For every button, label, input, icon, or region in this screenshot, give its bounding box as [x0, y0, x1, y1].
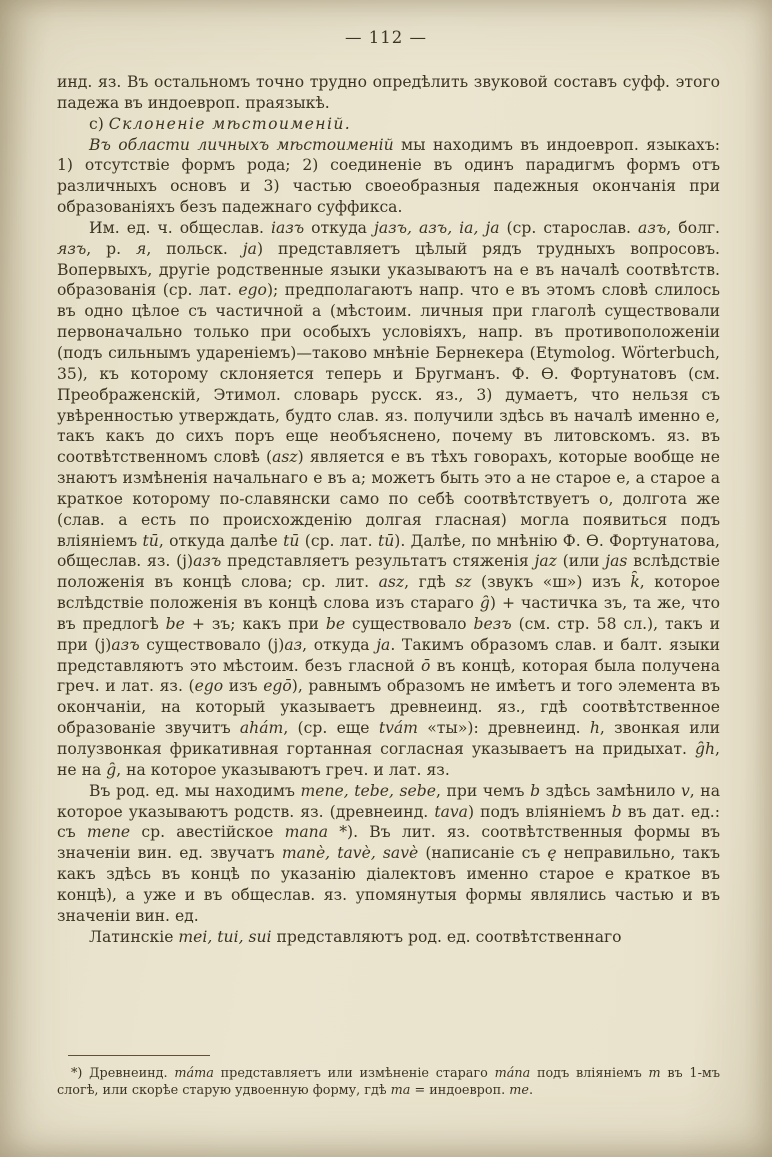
italic-text-run: азъ [111, 635, 140, 654]
text-run: , на которое указываютъ греч. и лат. яз. [116, 760, 450, 779]
text-run: (звукъ «ш») изъ [471, 573, 631, 592]
text-run: , откуда далѣе [158, 531, 284, 550]
italic-text-run: tū [283, 531, 300, 550]
italic-text-run: ō [420, 656, 431, 675]
text-run: неправильно, такъ какъ здѣсь въ концѣ по указанію діалектовъ именно старое е краткое въ концѣ), а уже и въ общеслав. яз. упомянутыя формы являлись частью и въ значеніи вин. ед. [57, 844, 721, 925]
italic-text-run: ma [390, 1082, 411, 1098]
italic-text-run: tvám [378, 719, 418, 738]
text-run: , звонкая или полузвонкая фрикативная гортанная согласная указываетъ на придыхат. [57, 719, 720, 758]
italic-text-run: sz [455, 573, 472, 592]
text-run: *) Древнеинд. [71, 1066, 175, 1081]
italic-text-run: máma [174, 1066, 214, 1081]
italic-text-run: k̑ [630, 573, 640, 592]
italic-text-run: ja [242, 239, 257, 258]
text-run: ) + частичка зъ, та же, что въ предлогѣ [57, 594, 721, 633]
text-run: Латинскіе [89, 927, 179, 946]
italic-text-run: tū [142, 531, 159, 550]
italic-text-run: tū [377, 531, 395, 550]
italic-text-run: ego [194, 677, 224, 696]
text-run: ) представляетъ цѣлый рядъ трудныхъ вопросовъ. Вопервыхъ, другіе родственные языки указываютъ на е въ началѣ соотвѣтств. образованія (ср. лат. [57, 239, 720, 300]
text-run: , при чемъ [435, 781, 531, 800]
text-run: существовало (j) [139, 635, 285, 654]
italic-text-run: b [530, 781, 541, 800]
italic-text-run: азъ [638, 218, 667, 237]
text-run: *). Въ лит. яз. соотвѣтственныя формы въ значеніи вин. ед. звучатъ [57, 823, 720, 863]
italic-text-run: Въ области личныхъ мѣстоименій [89, 135, 394, 154]
text-run: . Такимъ образомъ слав. и балт. языки представляютъ это мѣстоим. безъ гласной [57, 635, 720, 675]
text-run: ) является е въ тѣхъ говорахъ, которые вообще не знаютъ измѣненія начальнаго е въ а; можетъ быть это а не старое е, а старое а краткое которому по-славянски само по себѣ соотвѣтствуетъ о, долгота же (слав. а есть по происхожденію долгая гласная) могла появиться подъ вліяніемъ [57, 448, 720, 550]
italic-text-run: іазъ [270, 218, 305, 237]
italic-text-run: mene [86, 823, 131, 842]
text-run: изъ [223, 677, 264, 696]
text-run: , болг. [666, 218, 721, 237]
page-number: — 112 — [345, 28, 427, 47]
italic-text-run: asz [378, 573, 405, 592]
text-run: въ 1-мъ слогѣ, или скорѣе старую удвоенную форму, гдѣ [57, 1066, 720, 1098]
italic-text-run: я [136, 239, 147, 258]
text-run: ). Далѣе, по мнѣнію Ф. Ѳ. Фортунатова, общеслав. яз. (j) [57, 531, 720, 571]
paragraph [57, 1066, 720, 1099]
text-run: представляетъ или измѣненіе стараго [213, 1066, 495, 1081]
text-run: существовало [345, 614, 474, 633]
text-run: , (ср. еще [283, 719, 379, 738]
italic-text-run: egō [263, 677, 292, 696]
italic-text-run: g̑ [479, 594, 490, 613]
italic-text-run: mána [494, 1066, 531, 1081]
text-run: ср. авестійское [130, 823, 285, 842]
text-run: Им. ед. ч. общеслав. [89, 218, 271, 237]
paragraph [57, 135, 720, 218]
italic-text-run: ja [376, 635, 391, 654]
text-run: представляютъ род. ед. соотвѣтственнаго [271, 927, 622, 946]
text-run: инд. яз. Въ остальномъ точно трудно опредѣлить звуковой составъ суфф. этого падежа въ индоевроп. праязыкѣ. [57, 73, 720, 112]
text-run: (ср. старослав. [499, 218, 639, 237]
paragraph [57, 781, 720, 927]
italic-text-run: mene, tebe, sebe [300, 781, 436, 800]
text-run: , откуда [302, 635, 377, 654]
text-run: «ты»): древнеинд. [417, 719, 590, 738]
italic-text-run: язъ [57, 239, 87, 258]
italic-text-run: b [611, 802, 622, 821]
text-run: мы находимъ въ индоевроп. языкахъ: 1) отсутствіе формъ рода; 2) соединеніе въ одинъ парадигмъ формъ отъ различныхъ основъ и 3) частью своеобразныя падежныя окончанія при образованіяхъ безъ падежнаго суффикса. [57, 135, 720, 217]
italic-text-run: manè, tavè, savè [281, 844, 419, 863]
italic-text-run: азъ [193, 552, 222, 571]
italic-text-run: jазъ, азъ, іа, ja [374, 218, 500, 237]
paragraph [57, 72, 720, 114]
text-run: . [528, 1082, 534, 1098]
italic-text-run: mei, tui, sui [178, 927, 272, 946]
text-run: = индоевроп. [410, 1082, 510, 1098]
text-run: , р. [86, 239, 137, 258]
footnote-divider [68, 1055, 210, 1056]
italic-text-run: аз [284, 635, 303, 654]
text-run: представляетъ результатъ стяженія [221, 552, 535, 571]
text-run: въ дат. ед.: съ [57, 802, 721, 842]
text-run: + зъ; какъ при [184, 614, 326, 633]
text-run: Въ род. ед. мы находимъ [89, 781, 301, 800]
text-run: ) подъ вліяніемъ [467, 802, 612, 821]
italic-text-run: v [680, 781, 690, 800]
italic-text-run: h [589, 719, 600, 738]
text-run: (ср. лат. [299, 531, 378, 550]
text-run: , польск. [146, 239, 243, 258]
text-run: откуда [304, 218, 374, 237]
paragraph [57, 218, 720, 781]
italic-text-run: ahám [239, 719, 284, 738]
italic-text-run: be [325, 614, 346, 633]
text-run: вслѣдствіе положенія въ концѣ слова; ср. лит. [57, 552, 720, 592]
italic-text-run: beзъ [473, 614, 512, 633]
text-run: , которое вслѣдствіе положенія въ концѣ слова изъ стараго [57, 573, 720, 613]
text-run: ); предполагаютъ напр. что е въ этомъ словѣ слилось въ одно цѣлое съ частичной а (мѣстоим. личныя при глаголѣ существовали первоначально только при особыхъ условіяхъ, напр. въ противоположеніи (подъ сильнымъ удареніемъ)—таково мнѣніе Бернекера (Etymolog. Wörterbuch, 35), къ которому склоняется теперь и Бругманъ. Ф. Ѳ. Фортунатовъ (см. Преображенскій, Этимол. словарь русск. яз., 3) думаетъ, что нельзя съ увѣренностью утверждать, будто слав. яз. получили здѣсь въ началѣ именно е, такъ какъ до сихъ поръ еще необъяснено, почему въ литовскомъ. яз. въ соотвѣтственномъ словѣ ( [57, 281, 720, 467]
italic-text-run: jaz [534, 552, 557, 571]
italic-text-run: jas [605, 552, 628, 571]
italic-text-run: asz [272, 448, 298, 467]
italic-text-run: mana [284, 823, 329, 842]
paragraph [57, 927, 720, 948]
text-run: , не на [57, 740, 720, 779]
italic-text-run: g̑ [106, 760, 117, 779]
italic-text-run: ego [238, 281, 267, 300]
italic-text-run: ę [547, 844, 557, 863]
text-run: с) [89, 114, 109, 133]
text-run: здѣсь замѣнило [540, 781, 681, 800]
text-run: , гдѣ [404, 573, 456, 592]
text-run: (написаніе съ [418, 844, 548, 863]
italic-text-run: tava [434, 802, 468, 821]
text-run: подъ вліяніемъ [530, 1066, 649, 1081]
italic-text-run: m [648, 1066, 661, 1081]
text-run: ), равнымъ образомъ не имѣетъ и того элемента въ окончаніи, на который указываетъ древнеинд. яз., гдѣ соотвѣтственное образованіе звучитъ [57, 677, 720, 738]
italic-text-run: me [509, 1082, 529, 1098]
text-run: въ концѣ, которая была получена греч. и лат. яз. ( [57, 656, 720, 696]
italic-text-run: be [165, 614, 185, 633]
text-run: , на которое указываютъ родств. яз. (древнеинд. [57, 781, 720, 821]
italic-text-run: g̑h [695, 740, 716, 758]
paragraph [57, 114, 720, 135]
text-run: (см. стр. 58 сл.), такъ и при (j) [57, 614, 720, 654]
footnote [57, 1066, 720, 1099]
page-body-text [57, 72, 720, 947]
italic-text-run: Склоненіе мѣстоименій. [108, 114, 352, 133]
text-run: (или [556, 552, 606, 571]
